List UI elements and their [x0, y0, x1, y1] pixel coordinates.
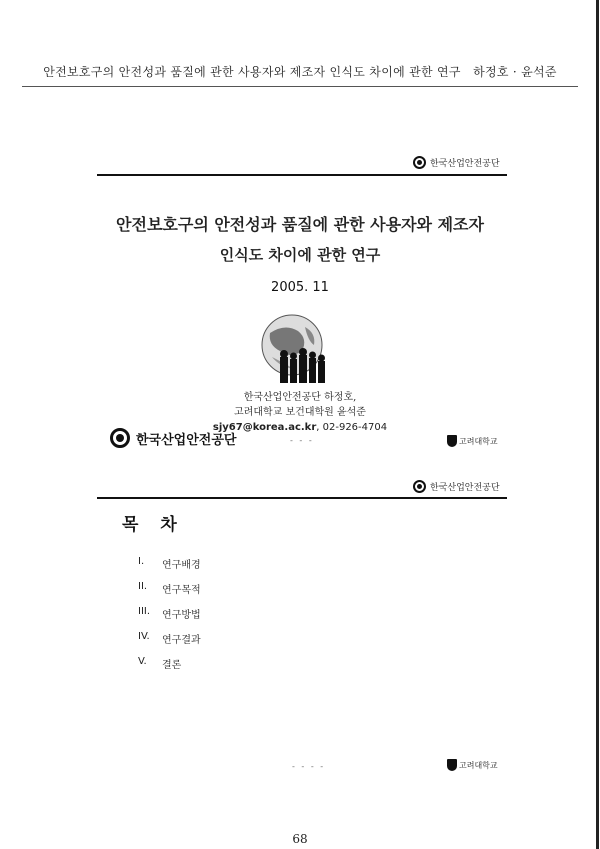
- slide1-title-line1: 안전보호구의 안전성과 품질에 관한 사용자와 제조자: [116, 215, 484, 234]
- toc-item-label: 연구방법: [162, 610, 201, 621]
- slide2-top-logo: [413, 480, 500, 493]
- toc-item-label: 결론: [162, 660, 182, 671]
- slide2-univ-logo: [447, 759, 498, 771]
- toc-item: [138, 581, 201, 596]
- slide2-univ-logo-text: 고려대학교: [459, 760, 498, 770]
- slide1-top-logo: [413, 156, 500, 169]
- toc-item-number: III.: [138, 606, 151, 617]
- toc-item-number: I.: [138, 556, 145, 567]
- slide1-bottom-logo: [110, 428, 236, 448]
- university-shield-icon: [447, 759, 457, 771]
- slide1-univ-logo: [447, 435, 498, 447]
- slide2-dots: - - - -: [292, 762, 326, 771]
- slide1-top-rule: [97, 174, 507, 176]
- toc-item-label: 연구목적: [162, 585, 201, 596]
- slide2-top-rule: [97, 497, 507, 499]
- globe-workers-image: [250, 305, 350, 387]
- slide2-top-logo-text: 한국산업안전공단: [430, 483, 500, 493]
- slide1-date: 2005. 11: [271, 280, 329, 295]
- author-line2: 고려대학교 보건대학원 윤석준: [234, 407, 366, 418]
- kosha-swirl-icon: [110, 428, 130, 448]
- toc-item-number: V.: [138, 656, 147, 667]
- author-contact: [0, 420, 600, 435]
- toc-item-number: IV.: [138, 631, 150, 642]
- toc-item-label: 연구결과: [162, 635, 201, 646]
- author-email: sjy67@korea.ac.kr: [212, 422, 317, 433]
- kosha-swirl-icon: [413, 480, 426, 493]
- toc-item: [138, 556, 201, 571]
- author-line1: 한국산업안전공단 하정호,: [243, 392, 357, 403]
- toc-title: 목 차: [122, 515, 185, 535]
- toc-item-label: 연구배경: [162, 560, 201, 571]
- slide1-dots: - - -: [290, 436, 314, 445]
- running-header: 안전보호구의 안전성과 품질에 관한 사용자와 제조자 인식도 차이에 관한 연구 하정호 · 윤석준: [43, 65, 557, 79]
- university-shield-icon: [447, 435, 457, 447]
- kosha-swirl-icon: [413, 156, 426, 169]
- author-phone: , 02-926-4704: [316, 422, 388, 433]
- slide1-univ-logo-text: 고려대학교: [459, 436, 498, 446]
- slide1-bottom-logo-text: 한국산업안전공단: [136, 432, 237, 448]
- page-number: 68: [292, 832, 308, 846]
- toc-item: [138, 656, 181, 671]
- toc-item: [138, 606, 201, 621]
- toc-item: [138, 631, 201, 646]
- toc-item-number: II.: [138, 581, 148, 592]
- slide1-title-line2: 인식도 차이에 관한 연구: [219, 246, 381, 264]
- header-rule: [22, 86, 578, 87]
- slide1-top-logo-text: 한국산업안전공단: [430, 159, 500, 169]
- slide1-authors: [0, 390, 600, 435]
